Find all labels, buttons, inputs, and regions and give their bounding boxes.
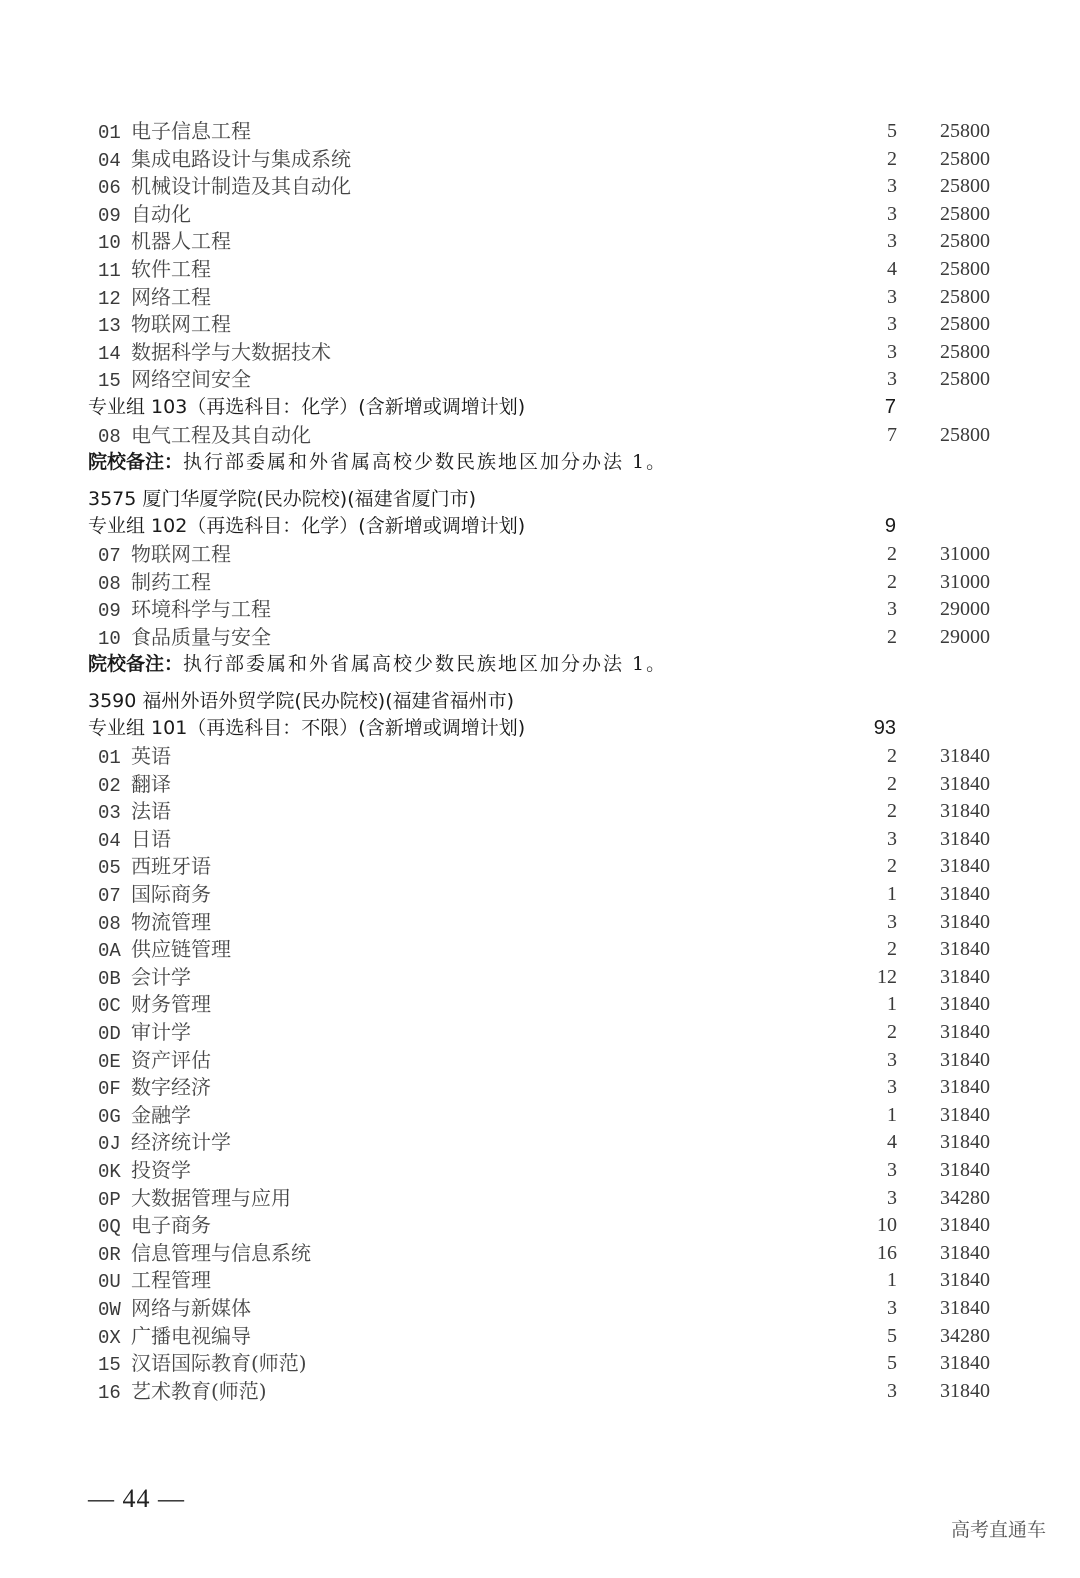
major-plan-count: 5 — [887, 1324, 897, 1347]
major-code: 0P — [98, 1188, 121, 1211]
school-note-key: 院校备注： — [88, 451, 184, 474]
school-section — [0, 118, 1080, 477]
major-row — [0, 284, 1080, 312]
major-tuition-fee: 31840 — [940, 800, 990, 823]
major-code: 0C — [98, 995, 121, 1018]
major-row — [0, 798, 1080, 826]
major-name: 物联网工程 — [131, 541, 231, 566]
major-name: 信息管理与信息系统 — [131, 1240, 311, 1265]
major-name: 软件工程 — [131, 256, 211, 281]
major-code: 15 — [98, 1354, 121, 1377]
major-code: 0D — [98, 1023, 121, 1045]
major-label — [98, 1157, 191, 1187]
major-label — [98, 936, 231, 966]
major-code: 0K — [98, 1160, 121, 1183]
major-plan-count: 1 — [887, 993, 897, 1016]
major-name: 经济统计学 — [131, 1130, 231, 1155]
major-code: 0A — [98, 940, 121, 963]
major-name: 大数据管理与应用 — [131, 1185, 291, 1210]
major-row — [0, 1047, 1080, 1075]
school-name: 3590 福州外语外贸学院(民办院校)(福建省福州市) — [88, 689, 515, 712]
major-plan-count: 3 — [887, 313, 897, 336]
major-group-count: 93 — [873, 717, 896, 740]
major-code: 10 — [98, 232, 121, 255]
major-row — [0, 771, 1080, 799]
major-tuition-fee: 31840 — [940, 938, 990, 961]
major-plan-count: 5 — [887, 1352, 897, 1375]
major-tuition-fee: 25800 — [940, 147, 990, 170]
major-code: 01 — [98, 747, 121, 770]
major-plan-count: 3 — [887, 1158, 897, 1181]
major-row — [0, 1295, 1080, 1323]
major-label — [98, 798, 171, 828]
major-label — [98, 228, 231, 258]
major-group-header — [0, 513, 1080, 541]
major-plan-count: 2 — [887, 542, 897, 565]
major-tuition-fee: 25800 — [940, 340, 990, 363]
major-plan-count: 2 — [887, 625, 897, 648]
major-row — [0, 366, 1080, 394]
major-label — [98, 201, 191, 231]
major-code: 0X — [98, 1326, 121, 1349]
major-label — [98, 1129, 231, 1159]
major-code: 15 — [98, 370, 121, 393]
major-tuition-fee: 31840 — [940, 1296, 990, 1319]
major-plan-count: 3 — [887, 340, 897, 363]
major-plan-count: 3 — [887, 230, 897, 253]
major-code: 09 — [98, 204, 121, 227]
major-tuition-fee: 31840 — [940, 745, 990, 768]
major-label — [98, 256, 211, 286]
major-plan-count: 5 — [887, 120, 897, 142]
major-row — [0, 853, 1080, 881]
major-code: 0Q — [98, 1216, 121, 1239]
major-name: 机械设计制造及其自动化 — [131, 174, 351, 199]
major-plan-count: 3 — [887, 598, 897, 621]
major-code: 07 — [98, 544, 121, 567]
page-number: — 44 — — [88, 1484, 185, 1513]
major-name: 会计学 — [131, 964, 191, 989]
major-plan-count: 3 — [887, 1048, 897, 1071]
major-label — [98, 909, 211, 939]
major-row — [0, 1267, 1080, 1295]
major-label — [98, 964, 191, 994]
major-tuition-fee: 29000 — [940, 625, 990, 648]
major-code: 03 — [98, 802, 121, 825]
major-code: 0G — [98, 1105, 121, 1128]
major-name: 汉语国际教育(师范) — [131, 1351, 307, 1376]
major-tuition-fee: 31840 — [940, 1214, 990, 1237]
major-name: 电子信息工程 — [131, 119, 251, 143]
major-plan-count: 1 — [887, 883, 897, 906]
section-gap — [0, 477, 1080, 486]
major-row — [0, 1074, 1080, 1102]
major-name: 网络与新媒体 — [131, 1295, 251, 1320]
major-code: 04 — [98, 829, 121, 852]
major-name: 西班牙语 — [131, 854, 211, 879]
major-tuition-fee: 31840 — [940, 1103, 990, 1126]
major-tuition-fee: 31840 — [940, 827, 990, 850]
major-plan-count: 16 — [877, 1241, 897, 1264]
major-plan-count: 4 — [887, 257, 897, 280]
major-row — [0, 936, 1080, 964]
major-tuition-fee: 25800 — [940, 120, 990, 142]
major-row — [0, 256, 1080, 284]
major-plan-count: 4 — [887, 1131, 897, 1154]
school-note-text — [88, 449, 667, 477]
major-name: 食品质量与安全 — [131, 624, 271, 649]
major-group-header — [0, 394, 1080, 422]
major-row — [0, 201, 1080, 229]
major-name: 机器人工程 — [131, 229, 231, 254]
major-row — [0, 146, 1080, 174]
major-code: 12 — [98, 287, 121, 310]
major-name: 审计学 — [131, 1020, 191, 1044]
major-tuition-fee: 25800 — [940, 230, 990, 253]
major-plan-count: 1 — [887, 1269, 897, 1292]
major-plan-count: 3 — [887, 1379, 897, 1402]
major-code: 07 — [98, 885, 121, 908]
major-row — [0, 964, 1080, 992]
major-label — [98, 881, 211, 911]
major-tuition-fee: 31840 — [940, 772, 990, 795]
major-plan-count: 7 — [887, 423, 897, 446]
major-code: 02 — [98, 774, 121, 797]
major-tuition-fee: 31840 — [940, 1241, 990, 1264]
major-group-count: 9 — [884, 515, 896, 538]
school-note — [0, 449, 1080, 477]
major-tuition-fee: 34280 — [940, 1186, 990, 1209]
section-gap — [0, 679, 1080, 688]
major-code: 0W — [98, 1298, 121, 1321]
major-name: 集成电路设计与集成系统 — [131, 146, 351, 171]
major-row — [0, 541, 1080, 569]
major-tuition-fee: 34280 — [940, 1324, 990, 1347]
major-tuition-fee: 31840 — [940, 1021, 990, 1043]
major-group-header — [0, 715, 1080, 743]
major-tuition-fee: 31840 — [940, 965, 990, 988]
major-row — [0, 311, 1080, 339]
major-name: 翻译 — [131, 771, 171, 796]
major-label — [98, 1295, 251, 1325]
major-tuition-fee: 31840 — [940, 883, 990, 906]
major-plan-count: 2 — [887, 745, 897, 768]
major-plan-count: 3 — [887, 1296, 897, 1319]
major-label — [98, 422, 311, 452]
major-tuition-fee: 31840 — [940, 1379, 990, 1402]
major-tuition-fee: 31840 — [940, 1076, 990, 1099]
major-name: 国际商务 — [131, 882, 211, 907]
major-tuition-fee: 25800 — [940, 202, 990, 225]
major-row — [0, 743, 1080, 771]
major-label — [98, 624, 271, 654]
major-row — [0, 173, 1080, 201]
school-heading — [0, 486, 1080, 514]
major-label — [98, 366, 251, 396]
major-tuition-fee: 31840 — [940, 910, 990, 933]
major-label — [98, 743, 171, 773]
major-label — [98, 991, 211, 1021]
major-row — [0, 1102, 1080, 1130]
major-name: 制药工程 — [131, 569, 211, 594]
major-name: 物联网工程 — [131, 312, 231, 337]
major-name: 网络空间安全 — [131, 367, 251, 392]
major-row — [0, 1212, 1080, 1240]
major-name: 金融学 — [131, 1102, 191, 1127]
major-label — [98, 311, 231, 341]
major-tuition-fee: 31000 — [940, 570, 990, 593]
major-row — [0, 1157, 1080, 1185]
major-code: 05 — [98, 857, 121, 880]
major-plan-count: 2 — [887, 1021, 897, 1043]
major-label — [98, 853, 211, 883]
major-name: 自动化 — [131, 201, 191, 226]
major-code: 01 — [98, 122, 121, 144]
major-code: 0F — [98, 1078, 121, 1101]
major-name: 网络工程 — [131, 284, 211, 309]
major-code: 16 — [98, 1381, 121, 1404]
major-label — [98, 339, 331, 369]
major-tuition-fee: 31840 — [940, 1269, 990, 1292]
major-code: 04 — [98, 149, 121, 172]
major-row — [0, 1019, 1080, 1047]
major-name: 英语 — [131, 744, 171, 769]
major-row — [0, 991, 1080, 1019]
major-row — [0, 339, 1080, 367]
major-label — [98, 173, 351, 203]
major-name: 环境科学与工程 — [131, 597, 271, 622]
major-tuition-fee: 25800 — [940, 285, 990, 308]
major-code: 13 — [98, 315, 121, 338]
major-row — [0, 118, 1080, 146]
major-plan-count: 2 — [887, 772, 897, 795]
major-plan-count: 3 — [887, 1076, 897, 1099]
major-label — [98, 1378, 267, 1408]
major-group-label: 专业组 103（再选科目：化学）(含新增或调增计划) — [88, 395, 526, 418]
major-plan-count: 3 — [887, 202, 897, 225]
major-label — [98, 1019, 191, 1049]
major-group-label: 专业组 102（再选科目：化学）(含新增或调增计划) — [88, 515, 526, 538]
major-row — [0, 422, 1080, 450]
major-label — [98, 771, 171, 801]
major-label — [98, 596, 271, 626]
school-heading — [0, 688, 1080, 716]
major-tuition-fee: 25800 — [940, 368, 990, 391]
major-plan-count: 2 — [887, 800, 897, 823]
major-tuition-fee: 31840 — [940, 993, 990, 1016]
major-plan-count: 3 — [887, 368, 897, 391]
major-name: 投资学 — [131, 1157, 191, 1182]
major-name: 数字经济 — [131, 1075, 211, 1100]
major-label — [98, 1323, 251, 1353]
major-plan-count: 2 — [887, 855, 897, 878]
major-row — [0, 1350, 1080, 1378]
school-note-value: 执行部委属和外省属高校少数民族地区加分办法 1。 — [183, 653, 668, 676]
major-name: 艺术教育(师范) — [131, 1378, 267, 1403]
major-tuition-fee: 31840 — [940, 1048, 990, 1071]
major-row — [0, 1240, 1080, 1268]
school-section — [0, 679, 1080, 1405]
document-page — [0, 118, 1080, 1405]
major-label — [98, 826, 171, 856]
major-row — [0, 1185, 1080, 1213]
major-name: 广播电视编导 — [131, 1323, 251, 1348]
major-name: 电气工程及其自动化 — [131, 422, 311, 447]
major-code: 14 — [98, 342, 121, 365]
major-plan-count: 3 — [887, 285, 897, 308]
school-section — [0, 477, 1080, 679]
major-label — [98, 1350, 307, 1380]
major-tuition-fee: 31840 — [940, 855, 990, 878]
major-name: 供应链管理 — [131, 937, 231, 962]
major-label — [98, 1212, 211, 1242]
major-code: 08 — [98, 425, 121, 448]
major-code: 0B — [98, 967, 121, 990]
major-tuition-fee: 31840 — [940, 1131, 990, 1154]
major-plan-count: 3 — [887, 910, 897, 933]
major-tuition-fee: 25800 — [940, 313, 990, 336]
school-name: 3575 厦门华厦学院(民办院校)(福建省厦门市) — [88, 487, 477, 510]
major-code: 08 — [98, 912, 121, 935]
major-plan-count: 3 — [887, 827, 897, 850]
major-label — [98, 118, 251, 148]
watermark: 高考直通车 — [950, 1519, 1046, 1541]
major-label — [98, 1074, 211, 1104]
school-note — [0, 651, 1080, 679]
major-row — [0, 1378, 1080, 1406]
major-row — [0, 569, 1080, 597]
major-group-label: 专业组 101（再选科目：不限）(含新增或调增计划) — [88, 717, 526, 740]
major-code: 0J — [98, 1133, 121, 1156]
major-plan-count: 2 — [887, 570, 897, 593]
major-label — [98, 1267, 211, 1297]
major-row — [0, 596, 1080, 624]
major-row — [0, 624, 1080, 652]
major-tuition-fee: 31840 — [940, 1158, 990, 1181]
major-code: 10 — [98, 627, 121, 650]
major-tuition-fee: 25800 — [940, 175, 990, 198]
major-name: 数据科学与大数据技术 — [131, 339, 331, 364]
major-name: 工程管理 — [131, 1268, 211, 1293]
major-name: 法语 — [131, 799, 171, 824]
major-code: 08 — [98, 572, 121, 595]
major-name: 物流管理 — [131, 909, 211, 934]
major-row — [0, 909, 1080, 937]
major-tuition-fee: 25800 — [940, 423, 990, 446]
major-label — [98, 541, 231, 571]
major-label — [98, 1047, 211, 1077]
major-plan-count: 1 — [887, 1103, 897, 1126]
major-plan-count: 10 — [877, 1214, 897, 1237]
major-code: 06 — [98, 177, 121, 200]
major-row — [0, 1323, 1080, 1351]
major-label — [98, 569, 211, 599]
major-plan-count: 3 — [887, 1186, 897, 1209]
major-name: 电子商务 — [131, 1213, 211, 1238]
major-row — [0, 228, 1080, 256]
major-label — [98, 1102, 191, 1132]
major-tuition-fee: 31000 — [940, 542, 990, 565]
major-plan-count: 12 — [877, 965, 897, 988]
major-code: 0U — [98, 1271, 121, 1294]
major-group-count: 7 — [884, 395, 896, 418]
major-code: 09 — [98, 600, 121, 623]
major-tuition-fee: 25800 — [940, 257, 990, 280]
major-row — [0, 1129, 1080, 1157]
major-tuition-fee: 31840 — [940, 1352, 990, 1375]
major-tuition-fee: 29000 — [940, 598, 990, 621]
school-note-value: 执行部委属和外省属高校少数民族地区加分办法 1。 — [183, 451, 668, 474]
major-label — [98, 1240, 311, 1270]
major-row — [0, 881, 1080, 909]
major-plan-count: 3 — [887, 175, 897, 198]
major-code: 0R — [98, 1243, 121, 1266]
major-code: 0E — [98, 1050, 121, 1073]
major-name: 财务管理 — [131, 992, 211, 1017]
school-note-text — [88, 651, 667, 679]
major-plan-count: 2 — [887, 147, 897, 170]
major-name: 资产评估 — [131, 1047, 211, 1072]
school-note-key: 院校备注： — [88, 653, 184, 676]
major-label — [98, 146, 351, 176]
major-name: 日语 — [131, 826, 171, 851]
major-label — [98, 284, 211, 314]
major-code: 11 — [98, 259, 121, 282]
major-plan-count: 2 — [887, 938, 897, 961]
major-row — [0, 826, 1080, 854]
major-label — [98, 1185, 291, 1215]
